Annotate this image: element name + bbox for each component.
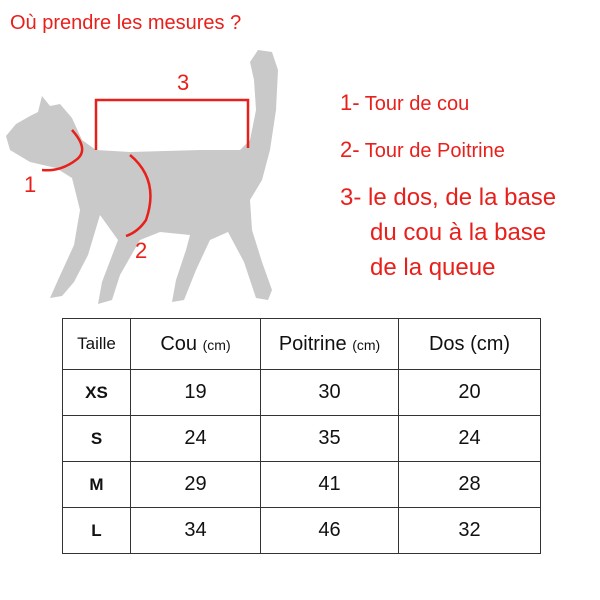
- cell-back: 28: [399, 462, 541, 508]
- header-back: Dos (cm): [399, 319, 541, 370]
- legend-item-back: 3- le dos, de la base du cou à la base de la queue: [340, 184, 557, 281]
- cell-size: M: [63, 462, 131, 508]
- header-neck: Cou (cm): [131, 319, 261, 370]
- cell-size: XS: [63, 370, 131, 416]
- cell-back: 32: [399, 508, 541, 554]
- header-size: Taille: [63, 319, 131, 370]
- table-row: [63, 370, 541, 416]
- cell-chest: 35: [261, 416, 399, 462]
- cell-size: S: [63, 416, 131, 462]
- legend-item-neck: 1- Tour de cou: [340, 90, 470, 115]
- table-row: [63, 508, 541, 554]
- cell-back: 24: [399, 416, 541, 462]
- cat-silhouette: [6, 50, 278, 304]
- cell-chest: 30: [261, 370, 399, 416]
- label-2: 2: [135, 238, 148, 263]
- table-row: [63, 416, 541, 462]
- label-3: 3: [177, 70, 190, 95]
- cell-neck: 24: [131, 416, 261, 462]
- cell-neck: 34: [131, 508, 261, 554]
- cell-size: L: [63, 508, 131, 554]
- table-row: [63, 462, 541, 508]
- cell-neck: 19: [131, 370, 261, 416]
- cell-back: 20: [399, 370, 541, 416]
- legend-item-chest: 2- Tour de Poitrine: [340, 137, 505, 162]
- page-title: Où prendre les mesures ?: [10, 12, 242, 34]
- header-chest: Poitrine (cm): [261, 319, 399, 370]
- size-table: [62, 318, 541, 554]
- label-1: 1: [24, 172, 37, 197]
- table-header-row: [63, 319, 541, 370]
- cell-chest: 46: [261, 508, 399, 554]
- cell-chest: 41: [261, 462, 399, 508]
- cell-neck: 29: [131, 462, 261, 508]
- measure-line-back: [96, 100, 248, 150]
